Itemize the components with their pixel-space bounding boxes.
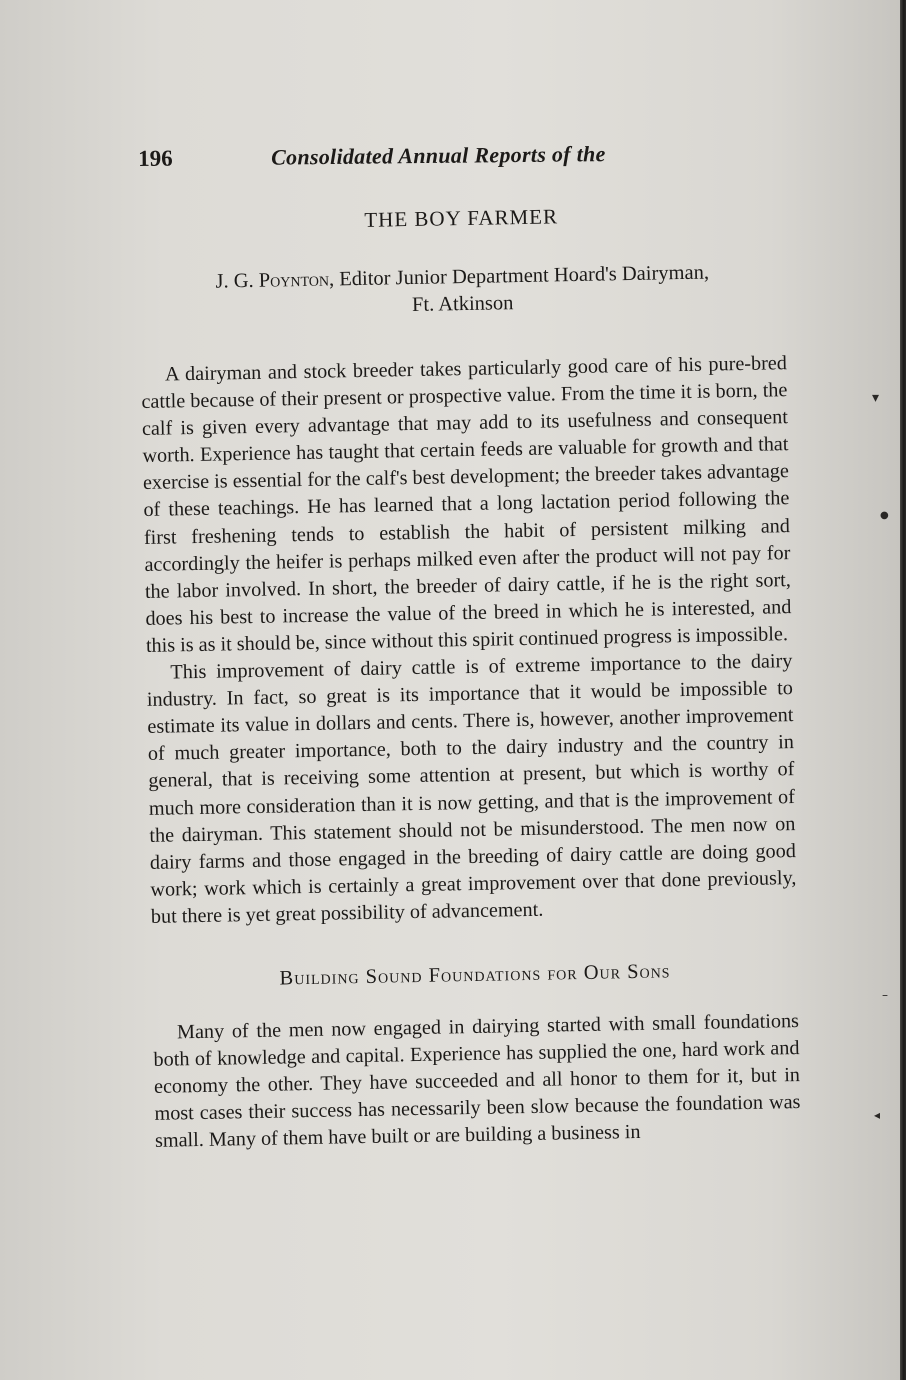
author-name: J. G. Poynton, bbox=[215, 268, 335, 293]
author-position: Editor Junior Department Hoard's Dairyman, bbox=[339, 261, 710, 291]
margin-dash-icon: – bbox=[882, 988, 888, 1002]
section-heading: Building Sound Foundations for Our Sons bbox=[279, 960, 671, 990]
article-title: THE BOY FARMER bbox=[364, 204, 559, 232]
binding-edge bbox=[900, 0, 906, 1380]
paragraph: A dairyman and stock breeder takes particularly good care of his pure-bred cattle because of their present or prospective value. From the time it is born, the calf is given every advantage that may add to its usefulness and consequent worth. Experience has taught that certain feeds are valuable for growth and that exercise is essential for the calf's best development; the breeder takes advantage of these teachings. He has learned that a long lactation period following the first freshening tends to establish the habit of persistent milking and accordingly the heifer is perhaps milked even after the product will not pay for the labor involved. In short, the breeder of dairy cattle, if he is the right sort, does his best to increase the value of the breed in which he is interested, and this is as it should be, since without this spirit continued progress is impossible. bbox=[141, 352, 792, 657]
margin-arrow-icon: ▾ bbox=[872, 390, 880, 406]
paragraph: Many of the men now engaged in dairying started with small foundations both of knowledge and capital. Experience has supplied the one, hard work and economy the other. They have succeeded and all honor to them for it, but in most cases their success has necessarily been slow because the foundation was small. Many of them have built or are building a business in bbox=[153, 1009, 801, 1153]
running-head-title: Consolidated Annual Reports of the bbox=[270, 141, 606, 170]
margin-dot-icon: ● bbox=[880, 510, 889, 521]
author-location: Ft. Atkinson bbox=[411, 292, 514, 316]
byline bbox=[139, 258, 786, 324]
paragraph: This improvement of dairy cattle is of extreme importance to the dairy industry. In fact, so great is its importance that it would be impossible to estimate its value in dollars and cents. There is, however, another improvement of much greater importance, both to the dairy industry and the country in general, that is receiving some attention at present, but which is worthy of much more consideration than it is now getting, and that is the improvement of the dairyman. This statement should not be misunderstood. The men now on dairy farms and those engaged in the breeding of dairy cattle are doing good work; work which is certainly a great improvement over that done previously, but there is yet great possibility of advancement. bbox=[146, 650, 797, 928]
running-head bbox=[138, 139, 778, 180]
margin-arrow-left-icon: ◂ bbox=[874, 1108, 881, 1122]
page-number: 196 bbox=[138, 145, 173, 171]
article-body bbox=[138, 200, 801, 1155]
